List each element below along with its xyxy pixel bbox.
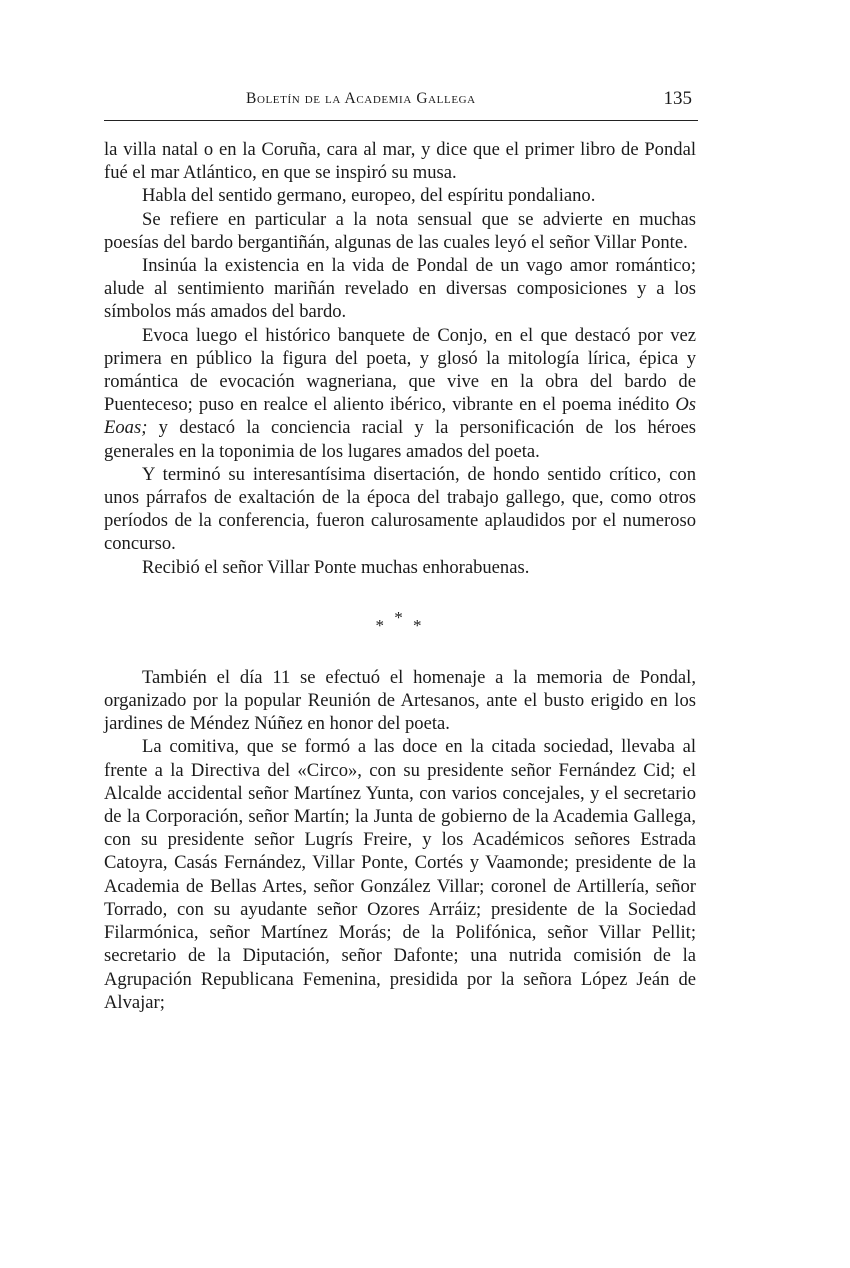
paragraph-2: Habla del sentido germano, europeo, del espíritu pondaliano. xyxy=(142,185,596,207)
paragraph-9: La comitiva, que se formó a las doce en la citada sociedad, llevaba al frente a la Directiva del «Circo», con su presidente señor Fernández Cid; el Alcalde accidental señor Martínez Yunta, con varios concejales, y el secretario de la Corporación, señor Martín; la Junta de gobierno de la Academia Gallega, con su presidente señor Lugrís Freire, y los Académicos señores Estrada Catoyra, Casás Fernández, Villar Ponte, Cortés y Vaamonde; presidente de la Academia de Bellas Artes, señor González Villar; coronel de Artillería, señor Torrado, con su ayudante señor Ozores Arráiz; presidente de la Sociedad Filarmónica, señor Martínez Morás; de la Polifónica, señor Villar Pellit; secretario de la Diputación, señor Dafonte; una nutrida comisión de la Agrupación Republicana Femenina, presidida por la señora López Jeán de Alvajar; xyxy=(104,736,696,1013)
paragraph-1: la villa natal o en la Coruña, cara al mar, y dice que el primer libro de Pondal fué el mar Atlántico, en que se inspiró su musa. xyxy=(104,139,696,184)
paragraph-6: Y terminó su interesantísima disertación, de hondo sentido crítico, con unos párrafos de exaltación de la época del trabajo gallego, que, como otros períodos de la conferencia, fueron calurosamente aplaudidos por el numeroso concurso. xyxy=(104,463,696,555)
body-text xyxy=(104,138,696,1014)
paragraph-3: Se refiere en particular a la nota sensual que se advierte en muchas poesías del bardo bergantiñán, algunas de las cuales leyó el señor Villar Ponte. xyxy=(104,208,696,253)
asterism-star-left: * xyxy=(375,615,387,635)
paragraph-5-after: y destacó la conciencia racial y la personificación de los héroes generales en la toponimia de los lugares amados del poeta. xyxy=(104,417,696,462)
poem-title: Os Eoas; xyxy=(104,394,696,439)
paragraph-4: Insinúa la existencia en la vida de Pondal de un vago amor romántico; alude al sentimiento mariñán revelado en diversas composiciones y a los símbolos más amados del bardo. xyxy=(104,255,696,323)
paragraph-5 xyxy=(104,324,696,463)
asterism-star-right: * xyxy=(413,615,425,635)
paragraph-5-before: Evoca luego el histórico banquete de Conjo, en el que destacó por vez primera en público la figura del poeta, y glosó la mitología lírica, épica y romántica de evocación wagneriana, que vive en la obra del bardo de Puenteceso; puso en realce el aliento ibérico, vibrante en el poema inédito xyxy=(104,324,696,416)
page-number: 135 xyxy=(663,88,692,109)
running-title: Boletín de la Academia Gallega xyxy=(246,90,476,107)
running-header xyxy=(104,88,698,121)
paragraph-8: También el día 11 se efectuó el homenaje a la memoria de Pondal, organizado por la popular Reunión de Artesanos, ante el busto erigido en los jardines de Méndez Núñez en honor del poeta. xyxy=(104,666,696,735)
paragraph-7: Recibió el señor Villar Ponte muchas enhorabuenas. xyxy=(142,556,530,578)
asterism-star-top: * xyxy=(394,607,406,627)
asterism-separator xyxy=(104,607,696,637)
